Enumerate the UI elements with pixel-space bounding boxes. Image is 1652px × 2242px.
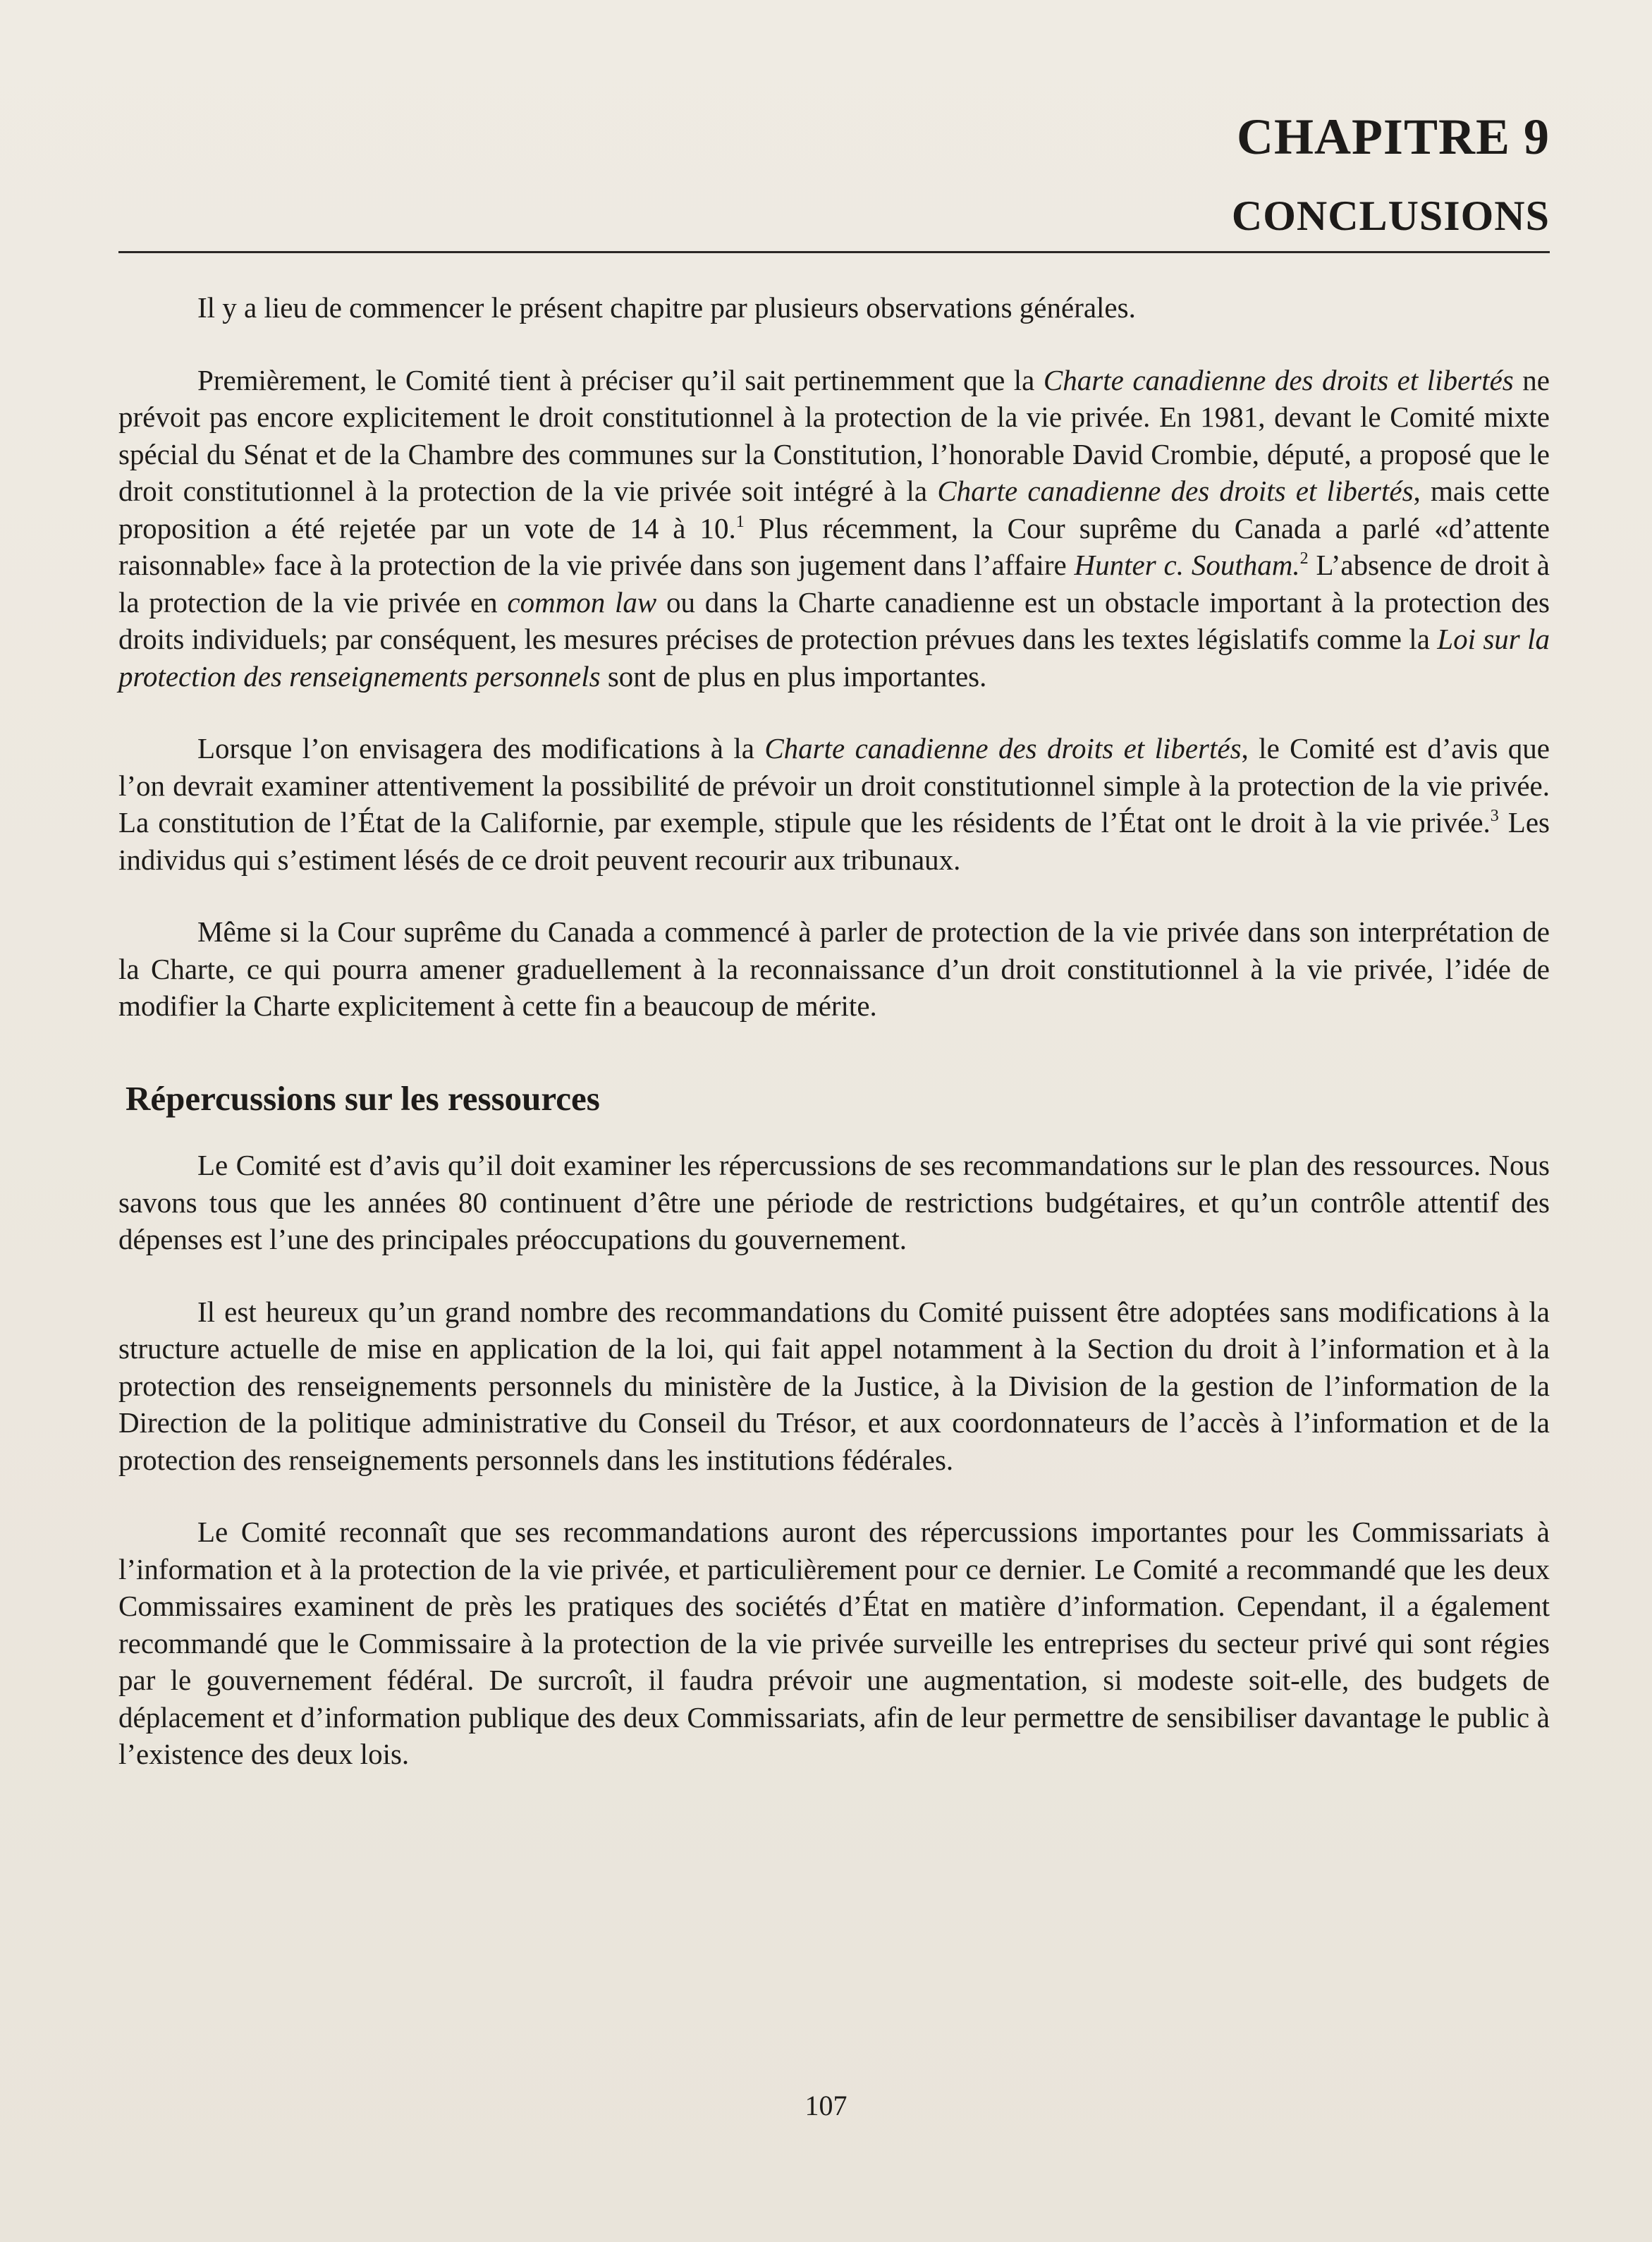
paragraph-structure (118, 1293, 1550, 1479)
italic-common-law: common law (507, 585, 657, 619)
text-run: Lorsque l’on envisagera des modifications à la (197, 732, 765, 764)
footnote-marker: 1 (735, 512, 745, 531)
paragraph-charter-privacy (118, 362, 1550, 695)
chapter-body (118, 289, 1550, 1808)
text-run: Les individus qui s’estiment lésés de ce droit peuvent recourir aux tribunaux. (118, 806, 1550, 876)
footnote-marker: 2 (1299, 549, 1309, 568)
text-run: ne prévoit pas encore explicitement le droit constitutionnel à la protection de la vie privée. En 1981, devant le Comité mixte spécial du Sénat et de la Chambre des communes sur la Constitution, l’honorable David Crombie, député, a proposé que le droit constitutionnel à la protection de la vie privée soit intégré à la (118, 363, 1550, 507)
chapter-number: CHAPITRE 9 (1236, 109, 1550, 165)
paragraph-text: Même si la Cour suprême du Canada a commencé à parler de protection de la vie privée dans son interprétation de la Charte, ce qui pourra amener graduellement à la reconnaissance d’un droit constitutionnel à la vie privée, l’idée de modifier la Charte explicitement à cette fin a beaucoup de mérite. (118, 915, 1550, 1022)
text-run: L’absence de droit à la protection de la vie privée en (118, 549, 1550, 619)
text-run: Plus récemment, la Cour suprême du Canada a parlé «d’attente raisonnable» face à la protection de la vie privée dans son jugement dans l’affaire (118, 511, 1550, 581)
paragraph-supreme-court (118, 913, 1550, 1025)
footnote-marker: 3 (1490, 807, 1499, 825)
paragraph-text: Le Comité reconnaît que ses recommandations auront des répercussions importantes pour les Commissariats à l’information et à la protection de la vie privée, et particulièrement pour ce dernier. Le Comité a recommandé que les deux Commissaires examinent de près les pratiques des sociétés d’État en matière d’information. Cependant, il a également recommandé que le Commissaire à la protection de la vie privée surveille les entreprises du secteur privé qui sont régies par le gouvernement fédéral. De surcroît, il faudra prévoir une augmentation, si modeste soit-elle, des budgets de déplacement et d’information publique des deux Commissariats, afin de leur permettre de sensibiliser davantage le public à l’existence des deux lois. (118, 1516, 1550, 1771)
text-run: , le Comité est d’avis que l’on devrait examiner attentivement la possibilité de prévoir un droit constitutionnel simple à la protection de la vie privée. La constitution de l’État de la Californie, par exemple, stipule que les résidents de l’État ont le droit à la vie privée. (118, 732, 1550, 839)
text-run: sont de plus en plus importantes. (600, 659, 987, 693)
paragraph-intro (118, 289, 1550, 327)
paragraph-resources (118, 1147, 1550, 1258)
paragraph-text: Le Comité est d’avis qu’il doit examiner les répercussions de ses recommandations sur le plan des ressources. Nous savons tous que les années 80 continuent d’être une période de restrictions budgétaires, et qu’un contrôle attentif des dépenses est l’une des principales préoccupations du gouvernement. (118, 1149, 1550, 1256)
italic-charter-title: Charte canadienne des droits et libertés (937, 475, 1414, 507)
chapter-title: CONCLUSIONS (1231, 193, 1550, 239)
italic-act-title: Loi sur la protection des renseignements personnels (118, 623, 1550, 693)
paragraph-charter-amendment (118, 730, 1550, 878)
text-run: ou dans la Charte canadienne est un obstacle important à la protection des droits individuels; par conséquent, les mesures précises de protection prévues dans les textes législatifs comme la (118, 585, 1550, 655)
section-heading: Répercussions sur les ressources (126, 1078, 600, 1118)
chapter-header (118, 106, 1550, 253)
paragraph-commissioners (118, 1513, 1550, 1773)
text-run: Premièrement, le Comité tient à préciser qu’il sait pertinemment que la (197, 363, 1044, 396)
italic-charter-title: Charte canadienne des droits et libertés (1043, 363, 1514, 396)
italic-case-name: Hunter c. Southam. (1074, 549, 1300, 581)
text-run: , mais cette proposition a été rejetée par un vote de 14 à 10. (118, 475, 1550, 544)
italic-charter-title: Charte canadienne des droits et libertés (764, 732, 1242, 764)
paragraph-text: Il y a lieu de commencer le présent chapitre par plusieurs observations générales. (197, 291, 1136, 324)
page-number: 107 (804, 2090, 848, 2121)
paragraph-text: Il est heureux qu’un grand nombre des recommandations du Comité puissent être adoptées sans modifications à la structure actuelle de mise en application de la loi, qui fait appel notamment à la Section du droit à l’information et à la protection des renseignements personnels du ministère de la Justice, à la Division de la gestion de l’information de la Direction de la politique administrative du Conseil du Trésor, et aux coordonnateurs de l’accès à l’information et de la protection des renseignements personnels dans les institutions fédérales. (118, 1295, 1550, 1476)
